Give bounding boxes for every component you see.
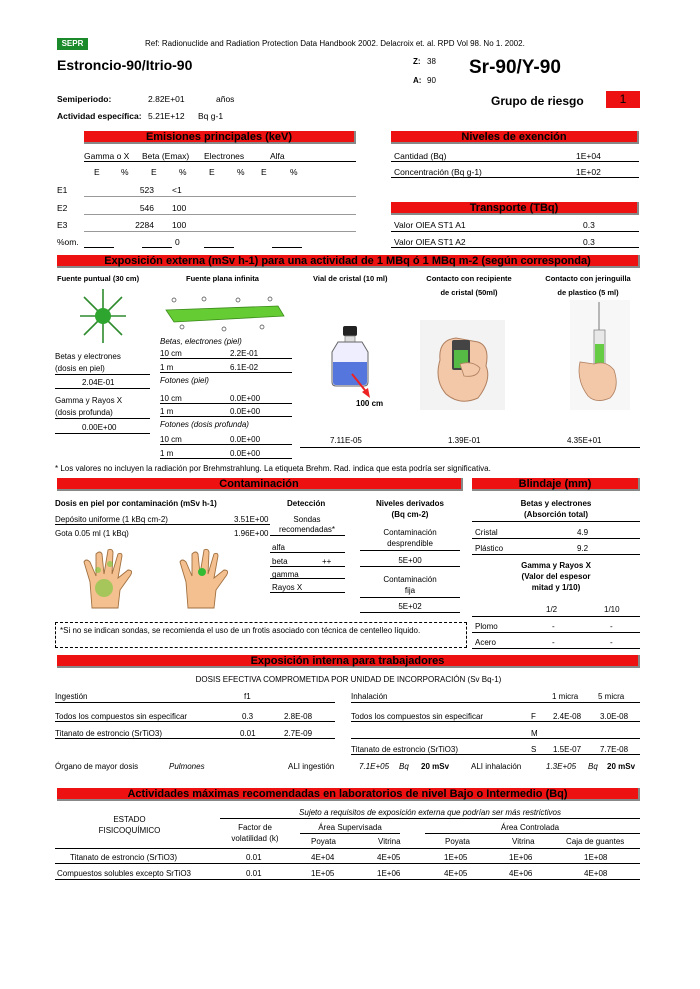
gamma-label: Gamma y Rayos X: [55, 396, 123, 405]
sub-pct: %: [290, 167, 298, 177]
probe-alfa: alfa: [272, 543, 285, 552]
syringe-icon: [570, 300, 630, 410]
plane-source-icon: [160, 296, 290, 332]
skin-dose-title: Dosis en piel por contaminación (mSv h-1): [55, 499, 217, 508]
controlled-area-header: Área Controlada: [500, 823, 560, 832]
plane-photons-skin-title: Fotones (piel): [160, 376, 209, 385]
supervised-fumehood: 1E+06: [377, 869, 401, 878]
ingestion-value: 2.8E-08: [284, 712, 313, 721]
fixed-label: fija: [404, 586, 416, 595]
ingestion-f1: 0.3: [242, 712, 254, 721]
exemption-header: Niveles de exención: [391, 131, 639, 144]
z-label: Z:: [413, 57, 421, 66]
a-value: 90: [427, 76, 436, 85]
container-contact-label: de cristal (50ml): [440, 288, 498, 297]
fumehood-header: Vitrina: [512, 837, 535, 846]
transport-a2-label: Valor OIEA ST1 A2: [394, 237, 466, 247]
fixed-value: 5E+02: [398, 602, 422, 611]
risk-group-label: Grupo de riesgo: [491, 94, 584, 108]
gamma-label: (dosis profunda): [55, 408, 113, 417]
container-value: 1.39E-01: [448, 436, 481, 445]
lead-label: Plomo: [475, 622, 498, 631]
vial-icon: [328, 326, 378, 400]
col-half: 1/2: [546, 605, 558, 614]
uniform-deposit-label: Depósito uniforme (1 kBq cm-2): [55, 515, 168, 524]
syringe-contact-label: Contacto con jeringuilla: [545, 274, 631, 283]
probe-note: *Si no se indican sondas, se recomienda el uso de un frotis asociado con técnica de centelleo líquido.: [60, 626, 421, 635]
internal-exposure-header: Exposición interna para trabajadores: [57, 655, 640, 668]
inhalation-type: M: [531, 729, 538, 738]
inhalation-1micra: 2.4E-08: [553, 712, 582, 721]
removable-value: 5E+00: [398, 556, 422, 565]
plane-betas-1m: 6.1E-02: [230, 363, 259, 372]
removable-label: Contaminación: [383, 528, 437, 537]
ali-ingestion-msv: 20 mSv: [421, 762, 450, 771]
plane-photons-deep-10cm: 0.0E+00: [230, 435, 261, 444]
ali-inhalation-value: 1.3E+05: [546, 762, 577, 771]
point-source-star-icon: [78, 287, 128, 345]
col-tenth: 1/10: [604, 605, 620, 614]
beta-pct: <1: [172, 185, 182, 195]
beta-energy: 523: [139, 185, 154, 195]
inhalation-compound: Todos los compuestos sin especificar: [351, 712, 484, 721]
z-value: 38: [427, 57, 436, 66]
plane-betas-10cm: 2.2E-01: [230, 349, 259, 358]
micra5-label: 5 micra: [598, 692, 625, 701]
probe-gamma: gamma: [272, 570, 299, 579]
col-gamma: Gamma o X: [84, 151, 130, 161]
max-activity-compound: Compuestos solubles excepto SrTiO3: [57, 869, 191, 878]
shielding-betas-title: Betas y electrones: [520, 499, 592, 508]
distance-1m: 1 m: [160, 363, 174, 372]
lead-half: -: [552, 622, 555, 631]
shielding-gamma-title: mitad y 1/10): [531, 583, 581, 592]
volatility-header: Factor de: [238, 823, 272, 832]
transport-a1-label: Valor OIEA ST1 A1: [394, 220, 466, 230]
exemption-quantity-label: Cantidad (Bq): [394, 151, 447, 161]
plane-photons-skin-10cm: 0.0E+00: [230, 394, 261, 403]
distance-10cm: 10 cm: [160, 349, 182, 358]
plane-photons-deep-title: Fotones (dosis profunda): [160, 420, 249, 429]
row-label: %om.: [57, 237, 79, 247]
controlled-glovebox: 4E+08: [584, 869, 608, 878]
f1-label: f1: [244, 692, 251, 701]
state-header: ESTADO: [113, 815, 146, 824]
state-header: FISICOQUÍMICO: [98, 826, 161, 835]
col-beta: Beta (Emax): [142, 151, 190, 161]
ali-inhalation-msv: 20 mSv: [607, 762, 636, 771]
nuclide-title: Estroncio-90/Itrio-90: [57, 57, 193, 73]
distance-1m: 1 m: [160, 449, 174, 458]
hand-container-icon: [420, 320, 505, 410]
beta-pct: 100: [172, 220, 187, 230]
beta-pct: 0: [175, 237, 180, 247]
specific-activity-label: Actividad específica:: [57, 111, 142, 121]
shielding-gamma-title: Gamma y Rayos X: [521, 561, 591, 570]
derived-levels-title: (Bq cm-2): [391, 510, 429, 519]
emissions-header: Emisiones principales (keV): [84, 131, 356, 144]
beta-pct: 100: [172, 203, 187, 213]
plastic-value: 9.2: [577, 544, 589, 553]
glass-label: Cristal: [475, 528, 498, 537]
bench-header: Poyata: [445, 837, 470, 846]
contamination-header: Contaminación: [57, 478, 463, 491]
ali-ingestion-value: 7.1E+05: [359, 762, 390, 771]
inhalation-label: Inhalación: [351, 692, 388, 701]
controlled-fumehood: 1E+06: [509, 853, 533, 862]
reference-text: Ref: Radionuclide and Radiation Protection Data Handbook 2002. Delacroix et. al. RPD Vol 98. No 1. 2002.: [145, 39, 525, 48]
plane-betas-title: Betas, electrones (piel): [160, 337, 242, 346]
nuclide-symbol: Sr-90/Y-90: [469, 57, 561, 78]
syringe-value: 4.35E+01: [567, 436, 602, 445]
glass-value: 4.9: [577, 528, 589, 537]
ingestion-f1: 0.01: [240, 729, 256, 738]
ali-ingestion-label: ALI ingestión: [288, 762, 335, 771]
critical-organ-value: Pulmones: [169, 762, 205, 771]
point-source-label: Fuente puntual (30 cm): [57, 274, 140, 283]
internal-subtitle: DOSIS EFECTIVA COMPROMETIDA POR UNIDAD DE INCORPORACIÓN (Sv Bq-1): [195, 675, 502, 684]
removable-label: desprendible: [387, 539, 433, 548]
ingestion-label: Ingestión: [55, 692, 88, 701]
probes-label: recomendadas*: [278, 525, 336, 534]
steel-half: -: [552, 638, 555, 647]
inhalation-type: F: [531, 712, 536, 721]
exemption-quantity-value: 1E+04: [576, 151, 601, 161]
inhalation-type: S: [531, 745, 537, 754]
row-label: E1: [57, 185, 68, 195]
beta-energy: 2284: [135, 220, 154, 230]
shielding-betas-title: (Absorción total): [524, 510, 588, 519]
ingestion-compound: Titanato de estroncio (SrTiO3): [55, 729, 163, 738]
bench-header: Poyata: [311, 837, 336, 846]
glovebox-header: Caja de guantes: [566, 837, 625, 846]
plane-source-label: Fuente plana infinita: [186, 274, 259, 283]
halflife-unit: años: [216, 94, 235, 104]
drop-value: 1.96E+00: [234, 529, 269, 538]
ingestion-compound: Todos los compuestos sin especificar: [55, 712, 188, 721]
ali-inhalation-unit: Bq: [588, 762, 598, 771]
ali-ingestion-unit: Bq: [399, 762, 409, 771]
gamma-deep-dose-value: 0.00E+00: [82, 423, 117, 432]
sub-pct: %: [179, 167, 187, 177]
uniform-deposit-value: 3.51E+00: [234, 515, 269, 524]
brehmstrahlung-note: * Los valores no incluyen la radiación por Brehmstrahlung. La etiqueta Brehm. Rad. indica que esta podría ser significativa.: [55, 464, 491, 473]
plane-photons-skin-1m: 0.0E+00: [230, 407, 261, 416]
sub-pct: %: [121, 167, 129, 177]
vial-distance: 100 cm: [356, 399, 384, 408]
fixed-label: Contaminación: [383, 575, 437, 584]
detection-title: Detección: [287, 499, 326, 508]
a-label: A:: [413, 76, 422, 85]
transport-a1-value: 0.3: [583, 220, 595, 230]
external-exposure-header: Exposición externa (mSv h-1) para una actividad de 1 MBq ó 1 MBq m-2 (según corresponda): [57, 255, 640, 268]
hand-drop-icon: [176, 548, 236, 614]
exemption-concentration-value: 1E+02: [576, 167, 601, 177]
distance-10cm: 10 cm: [160, 435, 182, 444]
supervised-fumehood: 4E+05: [377, 853, 401, 862]
inhalation-5micra: 7.7E-08: [600, 745, 629, 754]
row-label: E3: [57, 220, 68, 230]
supervised-bench: 1E+05: [311, 869, 335, 878]
specific-activity-value: 5.21E+12: [148, 111, 185, 121]
inhalation-1micra: 1.5E-07: [553, 745, 582, 754]
sub-pct: %: [237, 167, 245, 177]
row-label: E2: [57, 203, 68, 213]
inhalation-5micra: 3.0E-08: [600, 712, 629, 721]
volatility-header: volatilidad (k): [231, 834, 279, 843]
halflife-value: 2.82E+01: [148, 94, 185, 104]
distance-10cm: 10 cm: [160, 394, 182, 403]
max-activity-k: 0.01: [246, 869, 262, 878]
supervised-area-header: Área Supervisada: [318, 823, 382, 832]
vial-value: 7.11E-05: [330, 436, 362, 445]
plane-photons-deep-1m: 0.0E+00: [230, 449, 261, 458]
betas-label: (dosis en piel): [55, 364, 105, 373]
shielding-gamma-title: (Valor del espesor: [521, 572, 591, 581]
max-activity-compound: Titanato de estroncio (SrTiO3): [70, 853, 178, 862]
sub-e: E: [94, 167, 100, 177]
ingestion-value: 2.7E-09: [284, 729, 313, 738]
controlled-fumehood: 4E+06: [509, 869, 533, 878]
inhalation-compound: Titanato de estroncio (SrTiO3): [351, 745, 459, 754]
plastic-label: Plástico: [475, 544, 504, 553]
specific-activity-unit: Bq g-1: [198, 111, 224, 121]
transport-a2-value: 0.3: [583, 237, 595, 247]
transport-header: Transporte (TBq): [391, 202, 639, 215]
micra1-label: 1 micra: [552, 692, 579, 701]
shielding-header: Blindaje (mm): [472, 478, 640, 491]
halflife-label: Semiperiodo:: [57, 94, 112, 104]
steel-label: Acero: [475, 638, 496, 647]
max-activities-subtitle: Sujeto a requisitos de exposición externa que podrían ser más restrictivos: [299, 808, 561, 817]
hand-uniform-icon: [80, 548, 140, 614]
col-electrones: Electrones: [204, 151, 245, 161]
derived-levels-title: Niveles derivados: [375, 499, 445, 508]
max-activity-k: 0.01: [246, 853, 262, 862]
col-alfa: Alfa: [270, 151, 285, 161]
vial-label: Vial de cristal (10 ml): [313, 274, 388, 283]
controlled-bench: 4E+05: [444, 869, 468, 878]
probe-beta: beta: [272, 557, 288, 566]
beta-energy: 546: [139, 203, 154, 213]
distance-1m: 1 m: [160, 407, 174, 416]
probes-label: Sondas: [293, 515, 321, 524]
sub-e: E: [261, 167, 267, 177]
controlled-glovebox: 1E+08: [584, 853, 608, 862]
risk-group-value: 1: [606, 91, 640, 108]
fumehood-header: Vitrina: [378, 837, 401, 846]
sub-e: E: [209, 167, 215, 177]
critical-organ-label: Órgano de mayor dosis: [55, 762, 139, 771]
controlled-bench: 1E+05: [444, 853, 468, 862]
sub-e: E: [151, 167, 157, 177]
supervised-bench: 4E+04: [311, 853, 335, 862]
ali-inhalation-label: ALI inhalación: [471, 762, 522, 771]
container-contact-label: Contacto con recipiente: [426, 274, 512, 283]
probe-rayos: Rayos X: [272, 583, 303, 592]
steel-tenth: -: [610, 638, 613, 647]
lead-tenth: -: [610, 622, 613, 631]
probe-beta-mark: ++: [322, 557, 332, 566]
betas-skin-dose-value: 2.04E-01: [82, 378, 115, 387]
drop-label: Gota 0.05 ml (1 kBq): [55, 529, 129, 538]
max-activities-header: Actividades máximas recomendadas en laboratorios de nivel Bajo o Intermedio (Bq): [57, 788, 640, 801]
exemption-concentration-label: Concentración (Bq g-1): [394, 167, 482, 177]
betas-label: Betas y electrones: [55, 352, 121, 361]
sepr-logo: SEPR: [57, 38, 88, 50]
syringe-contact-label: de plastico (5 ml): [557, 288, 619, 297]
